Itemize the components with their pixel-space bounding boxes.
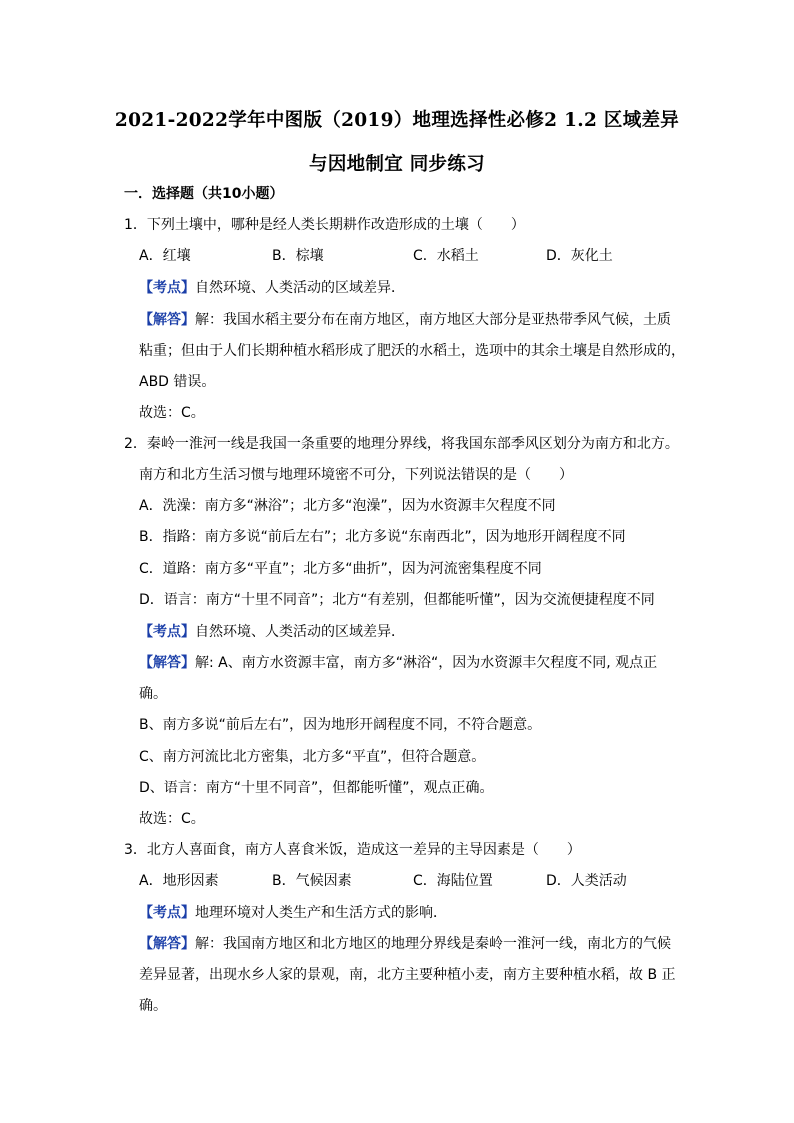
q2-line-c: C、南方河流比北方密集，北方多“平直”，但符合题意。 (139, 749, 486, 765)
q2-jieda-text-1: 解: A、南方水资源丰富，南方多“淋浴“，因为水资源丰欠程度不同, 观点正 (195, 655, 658, 671)
q1-kaodian-text: 自然环境、人类活动的区域差异． (195, 280, 405, 296)
q1-option-c: C．水稻土 (413, 248, 479, 264)
q3-jieda-text-3: 确。 (139, 998, 167, 1014)
q3-jieda-text-2: 差异显著，出现水乡人家的景观，南，北方主要种植小麦，南方主要种植水稻，故 B 正 (139, 967, 676, 983)
q3-stem: 3．北方人喜面食，南方人喜食米饭，造成这一差异的主导因素是（ ） (124, 842, 581, 858)
doc-title-line-2: 与因地制宜 同步练习 (309, 154, 485, 175)
q2-kaodian-text: 自然环境、人类活动的区域差异． (195, 624, 405, 640)
q1-jieda-text-1: 解：我国水稻主要分布在南方地区，南方地区大部分是亚热带季风气候，土质 (195, 312, 671, 328)
jieda-tag: 【解答】 (139, 655, 195, 671)
q1-option-b: B．棕壤 (272, 248, 324, 264)
q2-answer: 故选：C。 (139, 811, 205, 827)
q3-jieda-text-1: 解：我国南方地区和北方地区的地理分界线是秦岭一淮河一线，南北方的气候 (195, 936, 671, 952)
kaodian-tag: 【考点】 (139, 905, 195, 921)
section-heading: 一．选择题（共10小题） (124, 186, 284, 202)
kaodian-tag: 【考点】 (139, 280, 195, 296)
q2-jieda (139, 654, 657, 672)
q2-option-c: C．道路：南方多“平直”；北方多“曲折”，因为河流密集程度不同 (139, 561, 542, 577)
q3-kaodian (139, 904, 447, 922)
q3-option-c: C．海陆位置 (413, 873, 493, 889)
q2-jieda-text-2: 确。 (139, 686, 167, 702)
q1-stem: 1．下列土壤中，哪种是经人类长期耕作改造形成的土壤（ ） (124, 217, 525, 233)
q2-stem-1: 2．秦岭一淮河一线是我国一条重要的地理分界线，将我国东部季风区划分为南方和北方。 (124, 436, 679, 452)
q1-jieda-text-3: ABD 错误。 (139, 374, 216, 390)
q1-kaodian (139, 279, 405, 297)
q1-answer: 故选：C。 (139, 405, 205, 421)
doc-title-line-1: 2021-2022学年中图版（2019）地理选择性必修2 1.2 区域差异 (114, 110, 680, 131)
q1-option-d: D．灰化土 (546, 248, 613, 264)
q2-option-a: A．洗澡：南方多“淋浴”；北方多“泡澡”，因为水资源丰欠程度不同 (139, 498, 556, 514)
q2-line-d: D、语言：南方“十里不同音”，但都能听懂”，观点正确。 (139, 780, 494, 796)
q2-kaodian (139, 623, 405, 641)
q2-option-b: B．指路：南方多说“前后左右”；北方多说“东南西北”，因为地形开阔程度不同 (139, 529, 626, 545)
q3-option-a: A．地形因素 (139, 873, 219, 889)
q3-jieda (139, 935, 671, 953)
jieda-tag: 【解答】 (139, 936, 195, 952)
kaodian-tag: 【考点】 (139, 624, 195, 640)
q3-kaodian-text: 地理环境对人类生产和生活方式的影响． (195, 905, 447, 921)
q2-stem-2: 南方和北方生活习惯与地理环境密不可分，下列说法错误的是（ ） (139, 467, 573, 483)
q1-jieda-text-2: 粘重；但由于人们长期种植水稻形成了肥沃的水稻土，选项中的其余土壤是自然形成的， (139, 343, 685, 359)
q3-option-b: B．气候因素 (272, 873, 352, 889)
q2-line-b: B、南方多说“前后左右”，因为地形开阔程度不同，不符合题意。 (139, 717, 542, 733)
q3-option-d: D．人类活动 (546, 873, 627, 889)
q1-option-a: A．红壤 (139, 248, 191, 264)
q2-option-d: D．语言：南方“十里不同音”；北方“有差别，但都能听懂”，因为交流便捷程度不同 (139, 592, 655, 608)
q1-jieda (139, 311, 671, 329)
jieda-tag: 【解答】 (139, 312, 195, 328)
